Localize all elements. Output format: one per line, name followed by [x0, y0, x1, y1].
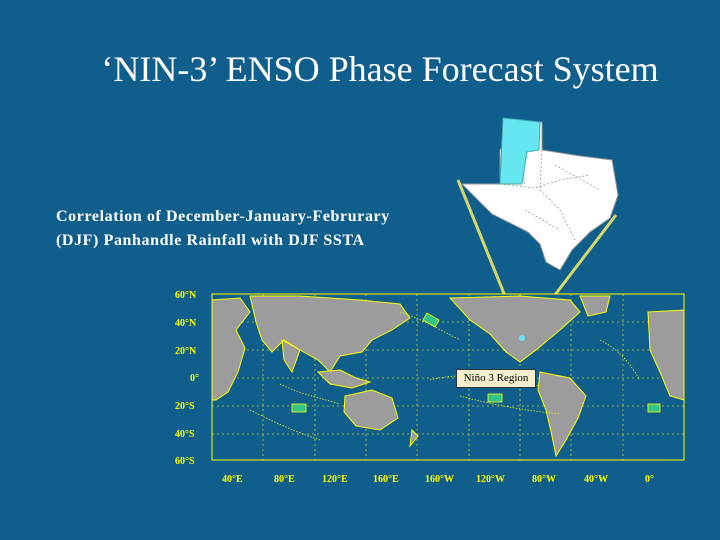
lon-label-120e: 120°E: [322, 474, 348, 485]
lon-label-120w: 120°W: [476, 474, 505, 485]
lat-label-60n: 60°N: [175, 290, 197, 301]
lon-label-40w: 40°W: [584, 474, 608, 485]
lon-label-80w: 80°W: [532, 474, 556, 485]
lat-label-20s: 20°S: [175, 401, 195, 412]
lat-label-40s: 40°S: [175, 429, 195, 440]
subtitle-line-1: Correlation of December-January-Februrary: [56, 208, 390, 225]
lon-label-40e: 40°E: [222, 474, 243, 485]
nino3-region-label: Niño 3 Region: [456, 369, 536, 388]
nino3-pointer-dot: [519, 335, 525, 341]
lat-label-20n: 20°N: [175, 346, 197, 357]
slide-title: ‘NIN-3’ ENSO Phase Forecast System: [101, 49, 659, 89]
lon-label-80e: 80°E: [274, 474, 295, 485]
lon-label-160w: 160°W: [425, 474, 454, 485]
lat-label-60s: 60°S: [175, 456, 195, 467]
lat-label-40n: 40°N: [175, 318, 197, 329]
subtitle-line-2: (DJF) Panhandle Rainfall with DJF SSTA: [56, 232, 365, 249]
lon-label-0: 0°: [645, 474, 654, 485]
lon-label-160e: 160°E: [373, 474, 399, 485]
lat-label-0: 0°: [190, 373, 199, 384]
